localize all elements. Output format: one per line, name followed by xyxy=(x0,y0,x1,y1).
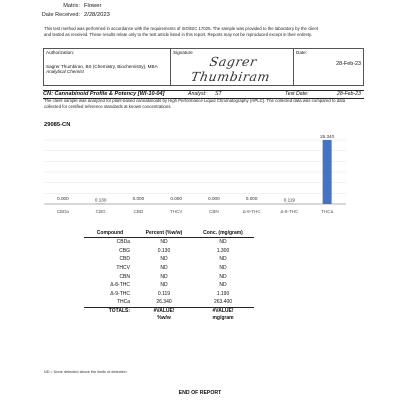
percent-value: ND xyxy=(160,256,168,263)
date-label: Date: xyxy=(296,50,307,55)
totals-unit-concentration: mg/gram xyxy=(212,315,234,322)
compound-name: CBDa xyxy=(116,239,130,246)
certification-statement xyxy=(44,26,374,38)
authorization-table xyxy=(43,48,364,86)
column-header-concentration: Conc. (mg/gram) xyxy=(192,229,254,238)
chart-data-label: 0.000 xyxy=(57,196,69,201)
concentration-value: ND xyxy=(219,256,227,263)
chart-data-label: 0.119 xyxy=(283,197,295,203)
analyst-title: Analytical Chemist xyxy=(46,69,84,74)
chart-category-label: CBG xyxy=(95,209,106,214)
totals-concentration: #VALUE! xyxy=(192,307,254,315)
totals-unit-percent: %w/w xyxy=(157,315,171,322)
results-body xyxy=(84,238,254,308)
signature-cell xyxy=(171,49,294,86)
chart-category-label: THCV xyxy=(169,209,183,214)
compound-name: THCV xyxy=(116,265,130,272)
concentration-value: 1.190 xyxy=(216,290,230,297)
chart-category-label: CBDa xyxy=(56,209,70,214)
chart-data-labels xyxy=(57,134,334,203)
compound-name: CBD xyxy=(119,256,130,263)
totals-units-row xyxy=(84,315,254,322)
chart-category-label: CBN xyxy=(209,209,219,214)
compound-name: THCa xyxy=(116,299,130,306)
table-row xyxy=(84,238,254,247)
totals-label: TOTALS: xyxy=(84,307,136,315)
potency-bar-chart xyxy=(40,128,350,228)
compound-name: Δ-8-THC xyxy=(110,282,130,289)
table-row xyxy=(84,281,254,290)
percent-value: ND xyxy=(160,273,168,280)
table-row xyxy=(84,264,254,273)
concentration-value: ND xyxy=(219,239,227,246)
totals-row xyxy=(84,307,254,315)
percent-value: 0.130 xyxy=(157,247,171,254)
certification-line-1: This test method was performed in accordance with the requirements of ISO/IEC 17025. The sample was provided to the laboratory by the client xyxy=(44,26,319,31)
date-cell xyxy=(294,49,364,86)
concentration-value: ND xyxy=(219,265,227,272)
handwritten-signature: Sagrer Thumbiram xyxy=(189,54,272,84)
method-description-line-1: The client sample was analyzed for plant-based cannabinoids by High Performance Liquid Chromatography (HPLC). The collected data was compared to data xyxy=(44,98,346,103)
results-header-row xyxy=(84,229,254,238)
concentration-value: ND xyxy=(219,282,227,289)
matrix-value: Flower xyxy=(84,3,102,9)
chart-data-label: 0.000 xyxy=(132,196,145,201)
chart-category-label: CBD xyxy=(133,209,144,214)
method-description-line-2: collected for certified reference standards at known concentrations. xyxy=(44,104,172,109)
percent-value: ND xyxy=(160,239,168,246)
table-row xyxy=(84,247,254,256)
date-received-value: 2/28/2023 xyxy=(84,12,110,18)
chart-category-label: THCa xyxy=(321,209,334,214)
table-row xyxy=(84,298,254,307)
method-description xyxy=(44,98,374,110)
analyst-value: ST xyxy=(215,91,222,97)
totals-percent: #VALUE! xyxy=(136,307,192,315)
table-row xyxy=(84,290,254,299)
chart-data-label: 26.340 xyxy=(320,134,335,139)
compound-name: CBG xyxy=(119,247,130,254)
percent-value: 26.340 xyxy=(156,299,172,306)
end-of-report: END OF REPORT xyxy=(178,390,222,396)
analyst-name: Sagrer Thumbiran, BS (Chemistry, Biochemistry), MBA xyxy=(46,64,158,69)
concentration-value: 263.400 xyxy=(213,299,233,306)
chart-data-label: 0.000 xyxy=(208,196,220,201)
percent-value: ND xyxy=(160,265,168,272)
table-row xyxy=(84,272,254,281)
table-row xyxy=(84,255,254,264)
percent-value: 0.119 xyxy=(157,290,171,297)
chart-data-label: 0.130 xyxy=(94,197,107,203)
chart-gridlines xyxy=(44,140,346,204)
authorization-label: Authorization: xyxy=(46,50,75,55)
certification-line-2: and tested as received. These results relate only to the test article listed in this report. Reports may not be reproduced except in their entirety. xyxy=(44,32,313,37)
chart-category-label: Δ-9-THC xyxy=(242,209,261,214)
concentration-value: 1.300 xyxy=(216,247,230,254)
chart-data-label: 0.000 xyxy=(170,196,182,201)
chart-data-label: 0.000 xyxy=(245,196,258,201)
date-value: 28-Feb-23 xyxy=(336,61,361,67)
percent-value: ND xyxy=(160,282,168,289)
test-date-label: Test Date: xyxy=(285,91,309,97)
date-received-label: Date Received: xyxy=(41,12,80,18)
matrix-label: Matrix: xyxy=(63,3,80,9)
signature-label: Signature xyxy=(173,50,193,55)
authorization-cell xyxy=(44,49,171,86)
test-date-value: 28-Feb-23 xyxy=(337,91,361,97)
column-header-compound: Compound xyxy=(84,229,136,238)
cn-section-title: CN: Cannabinoid Profile & Potency [WI-10-04] xyxy=(43,91,165,97)
compound-name: Δ-9-THC xyxy=(110,290,130,297)
chart-title: 29085-CN xyxy=(44,122,71,128)
concentration-value: ND xyxy=(219,273,227,280)
analyst-label: Analyst: xyxy=(188,91,207,97)
nd-footnote: ND = None detected above the limits of detection xyxy=(44,370,127,374)
chart-category-label: Δ-8-THC xyxy=(280,209,299,214)
compound-name: CBN xyxy=(119,273,130,280)
column-header-percent: Percent (%w/w) xyxy=(136,229,192,238)
chart-bar xyxy=(323,140,332,204)
chart-category-labels xyxy=(57,209,334,214)
results-table xyxy=(84,229,254,322)
